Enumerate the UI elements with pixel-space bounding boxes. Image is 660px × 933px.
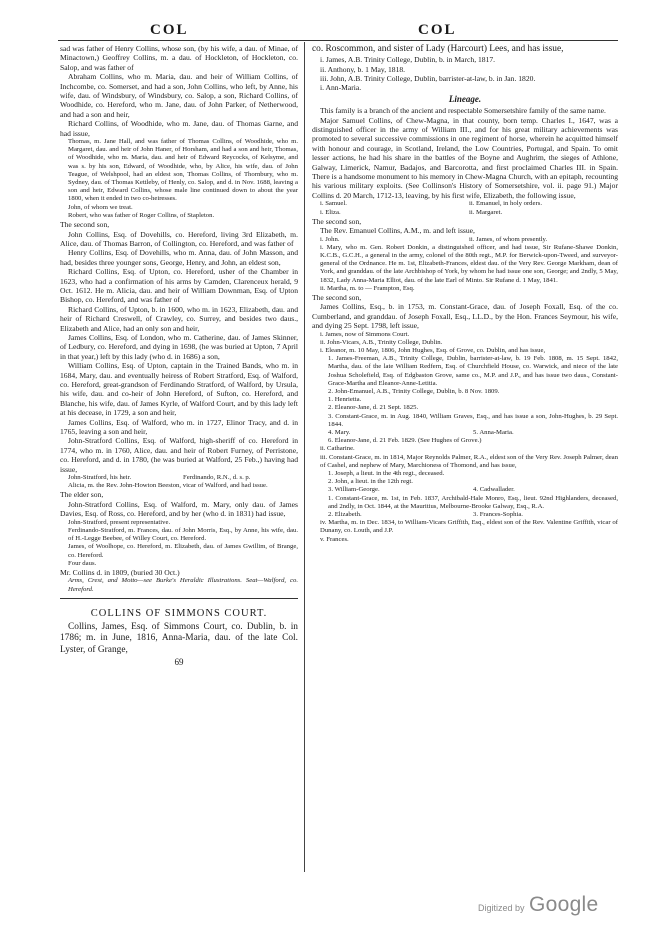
paragraph: The Rev. Emanuel Collins, A.M., m. and left issue, (320, 226, 475, 236)
paragraph: William Collins, Esq. of Upton, captain in the Trained Bands, who m. in 1684, Mary, dau. and eventually heiress of Robert Stratford, Esq. of Walford, co. Hereford, great-grandson of Ferdinando Stratford, of Walford, by Ursula, his wife, dau. and co-heir of John Hereford, of Sufton, co. Hereford, and Blanche, his wife, dau. of James Kyrle, of Walford Court, and by this lady left at his decease, in 1729, a son and heir, (60, 361, 298, 418)
issue-entry: i. Eleanor, m. 10 May, 1806, John Hughes, Esq. of Grove, co. Dublin, and has issue, (320, 346, 546, 354)
paragraph: Abraham Collins, who m. Maria, dau. and heir of William Collins, of Inchcombe, co. Somerset, and had a son, John Collins, who left, by Anne, his wife, dau. of Windsbury, of Windsbury, co. Salop, a son, Richard Collins, of Woodhide, co. Hereford, who m. Jane, dau. of John Parker, of Netherwood, and had a son and heir, (60, 72, 298, 119)
paragraph: Henry Collins, Esq. of Dovehills, who m. Anna, dau. of John Masson, and had, besides three younger sons, George, Henry, and John, an eldest son, (60, 248, 298, 267)
issue-pair (60, 474, 298, 482)
paragraph: James Collins, Esq. of London, who m. Catherine, dau. of James Skinner, of Ledbury, co. Hereford, and dying in 1698, (he was buried at Upton, 7 April in that year,) left by this lady (who d. in 1686) a son, (60, 332, 298, 361)
issue-entry: John-Stratford, present representative. (68, 518, 171, 526)
right-column (312, 44, 618, 544)
running-head-right: COL (418, 22, 457, 38)
issue-entry: iv. Martha, m. in Dec. 1834, to William-Vicars Griffith, Esq., eldest son of the Rev. Valentine Griffith, vicar of Dunany, co. Louth, and J.P. (320, 519, 618, 535)
issue-entry: ii. Martha, m. to — Frampton, Esq. (320, 284, 415, 292)
issue-entry: i. John. (320, 235, 340, 243)
paragraph: The second son, (312, 216, 362, 226)
paragraph: Richard Collins, of Woodhide, who m. Jane, dau. of Thomas Garne, and had issue, (60, 119, 298, 138)
issue-entry: 3. Frances-Sophia. (473, 511, 523, 519)
issue-pair (312, 200, 618, 208)
issue-entry: Ferdinando, R.N., d. s. p. (183, 474, 251, 482)
issue-entry: 4. Mary. (328, 429, 351, 436)
issue-entry: 4. Cadwallader. (473, 486, 515, 494)
issue-entry: Alicia, m. the Rev. John-Howton Beeston, vicar of Walford, and had issue. (68, 482, 268, 490)
paragraph: sad was father of Henry Collins, whose son, (by his wife, a dau. of Minae, of Minactown,) Geoffrey Collins, m. a dau. of Hockleton, of Hockleton, co. Salop, and was father of (60, 44, 298, 72)
header-rule (58, 40, 618, 41)
issue-entry: 1. Constant-Grace, m. 1st, in Feb. 1837, Archibald-Hale Monro, Esq., lieut. 92nd Highlanders, deceased, and 2ndly, in Oct. 1844, at the Mauritius, Melbourne-Brooke Galway, Esq., R.A. (328, 494, 618, 510)
issue-entry: 5. Anna-Maria. (473, 429, 514, 436)
issue-entry: John, of whom we treat. (68, 203, 133, 211)
paragraph: The second son, (312, 292, 362, 302)
issue-entry: i. Mary, who m. Gen. Robert Donkin, a distinguished officer, and had issue, Sir Rufane-Shawe Donkin, K.C.B., G.C.H., a general in the army, colonel of the 80th regt., M.P. for Berwick-upon-Tweed, and surveyor-general of the Ordnance. He m. 1st, Elizabeth-Frances, eldest dau. of the Very Rev. George Markham, dean of York, and granddau. of the late Archbishop of York, by whom he had issue one son, George; and 2ndly, 5 May, 1832, Lady Anna-Maria Elliot, dau. of the late Earl of Minto. Sir Rufane d. 1 May, 1841. (320, 243, 618, 284)
paragraph: James Collins, Esq. of Walford, who m. in 1727, Elinor Tracy, and d. in 1765, leaving a son and heir, (60, 417, 298, 437)
issue-entry: Robert, who was father of Roger Collins, of Stapleton. (68, 211, 215, 219)
paragraph: James Collins, Esq., b. in 1753, m. Constant-Grace, dau. of Joseph Foxall, Esq. of the co. Cumberland, and granddau. of Joseph Foxall, Esq., LL.D., by the Hon. Frances Seymour, his wife, and dying 25 Sept. 1798, left issue, (312, 302, 618, 331)
issue-entry: 6. Eleanor-Jane, d. 21 Feb. 1829. (See Hughes of Grove.) (328, 437, 482, 445)
issue-entry: John-Stratford, his heir. (68, 474, 132, 482)
issue-entry: i. James, A.B. Trinity College, Dublin, b. in March, 1817. (320, 55, 496, 65)
issue-entry: 1. Joseph, a lieut. in the 4th regt., deceased. (328, 470, 445, 478)
paragraph: Collins, James, Esq. of Simmons Court, co. Dublin, b. in 1786; m. in June, 1816, Anna-Maria, dau. of the late Col. Lyster, of Grange, (60, 622, 298, 655)
issue-entry: i. Ann-Maria. (320, 83, 362, 93)
left-column (60, 44, 298, 667)
issue-entry: 1. Henrietta. (328, 396, 362, 404)
paragraph: Mr. Collins d. in 1809, (buried 30 Oct.) (60, 567, 180, 577)
issue-pair (312, 429, 618, 437)
paragraph: John-Stratford Collins, Esq. of Walford, high-sheriff of co. Hereford in 1774, who m. in 1760, Alice, dau. and heir of Robert Furney, of Perristone, co. Hereford, and d. in 1780, (he was buried at Walford, 25 Feb.,) having had issue, (60, 436, 298, 474)
issue-entry: Thomas, m. Jane Hall, and was father of Thomas Collins, of Woodhide, who m. Margaret, dau. and heir of John Haner, of Horsham, and had a son and heir, Thomas, of Woodhide, who m. Maria, dau. and heir of Edward Reycocks, of Kelsyme, and was s. by his son, Edward, of Woodhide, who, by Alice, his wife, dau. of John Teague, of Welshpool, had an eldest son, Thomas Collins, of Thornbury, who m. Sydney, dau. of Thomas Kettleby, of Henly, co. Salop, and d. in Nov. 1688, leaving a son and heir, Edward Collins, whose male line continued down to about the year 1800, when it ended in two co-heiresses. (68, 138, 298, 203)
issue-pair (312, 209, 618, 217)
watermark-prefix: Digitized by (478, 903, 525, 913)
column-divider (304, 42, 305, 872)
paragraph: John-Stratford Collins, Esq. of Walford, m. Mary, only dau. of James Davies, Esq. of Ross, co. Hereford, and by her (who d. in 1831) had issue, (60, 499, 298, 519)
paragraph: The elder son, (60, 490, 104, 500)
paragraph: John Collins, Esq. of Dovehills, co. Hereford, living 3rd Elizabeth, m. Alice, dau. of Thomas Barron, of Collington, co. Hereford, and was father of (60, 229, 298, 248)
issue-entry: 1. James-Freeman, A.B., Trinity College, Dublin, barrister-at-law, b. 19 Feb. 1808, m. 15 Sept. 1842, Martha, dau. of the late William Redfern, Esq. of Churchfield House, co. Warwick, and niece of the late Joshua Scholefield, Esq. of Edgbaston Grove, same co., M.P. and J.P., and has issue two daus., Constant-Grace-Martha and Eleanor-Anne-Letitia. (328, 355, 618, 387)
paragraph: The second son, (60, 220, 110, 230)
running-head-left: COL (150, 22, 189, 38)
issue-entry: 2. Eleanor-Jane, d. 21 Sept. 1825. (328, 404, 419, 412)
issue-entry: i. Samuel. (320, 200, 347, 208)
issue-pair (312, 511, 618, 519)
issue-entry: ii. Emanuel, in holy orders. (469, 200, 542, 208)
google-logo: Google (528, 893, 599, 916)
paragraph: Major Samuel Collins, of Chew-Magna, in that county, born temp. Charles I., 1647, was a distinguished officer in the army of William III., and for his great military achievements was promoted to several successive commissions in one regiment of horse, wherein he acquitted himself with honour and courage, in Scotland, Ireland, the Low Countries, Portugal, and Spain. To omit lesser actions, he had his share in the battles of the Boyne and Aughrim, the sieges of Athlone, Galway, Limerick, Namur, Badajos, and Barcorotta, and first proclaimed Charles III. in Spain. There is a handsome monument to his memory in Chew-Magna Church, with an epitaph, recounting his various military exploits. (See Collinson's History of Somersetshire, vol. ii. page 91.) Major Collins d. 20 March, 1712-13, leaving, by his first wife, Elizabeth, the following issue, (312, 115, 618, 200)
issue-entry: iii. John, A.B. Trinity College, Dublin, barrister-at-law, b. in Jan. 1820. (320, 74, 536, 84)
issue-entry: iii. Constant-Grace, m. in 1814, Major Reynolds Palmer, R.A., eldest son of the Very Rev. Joseph Palmer, dean of Cashel, and nephew of Mary, Marchioness of Thomond, and has issue, (320, 453, 618, 469)
arms-note: Arms, Crest, and Motto—see Burke's Heraldic Illustrations. Seat—Walford, co. Hereford. (68, 577, 298, 593)
issue-entry: i. Eliza. (320, 208, 341, 216)
issue-entry: ii. Catharine. (320, 445, 355, 453)
issue-entry: 2. John-Emanuel, A.B., Trinity College, Dublin, b. 8 Nov. 1809. (328, 387, 500, 395)
paragraph: Richard Collins, Esq. of Upton, co. Hereford, usher of the Chamber in 1623, who had a confirmation of his arms by Camden, Clarenceux herald, 9 Oct. 1612. He m. Alicia, dau. and heir of William Downman, Esq. of Upton Bishop, co. Hereford, and was father of (60, 267, 298, 305)
issue-pair (312, 236, 618, 244)
issue-pair (312, 486, 618, 494)
issue-entry: Ferdinando-Stratford, m. Frances, dau. of John Morris, Esq., by Anne, his wife, dau. of H.-Legge Beebee, of Willey Court, co. Hereford. (68, 526, 298, 543)
google-watermark (478, 893, 599, 917)
issue-entry: James, of Woolhope, co. Hereford, m. Elizabeth, dau. of James Gwillim, of Brange, co. Hereford. (68, 543, 298, 559)
lineage-heading: Lineage. (448, 93, 482, 104)
paragraph: co. Roscommon, and sister of Lady (Harcourt) Lees, and has issue, (312, 44, 564, 54)
issue-entry: ii. Margaret. (469, 208, 503, 216)
paragraph: This family is a branch of the ancient and respectable Somersetshire family of the same name. (320, 106, 606, 116)
issue-entry: Four daus. (68, 559, 97, 567)
page-number: 69 (174, 656, 184, 667)
issue-entry: i. James, now of Simmons Court. (320, 330, 410, 338)
issue-entry: 3. William-George. (328, 486, 380, 494)
issue-entry: ii. James, of whom presently. (469, 235, 548, 243)
section-title: COLLINS OF SIMMONS COURT. (90, 607, 268, 619)
issue-entry: 2. John, a lieut. in the 12th regt. (328, 478, 413, 486)
issue-entry: 3. Constant-Grace, m. in Aug. 1840, William Graves, Esq., and has issue a son, John-Hughes, b. 29 Sept. 1844. (328, 412, 618, 428)
issue-entry: 2. Elizabeth. (328, 511, 362, 519)
paragraph: Richard Collins, of Upton, b. in 1600, who m. in 1623, Elizabeth, dau. and heir of Richard Creswell, of Crawley, co. Surrey, and besides two daus., Elizabeth and Alice, had an only son and heir, (60, 304, 298, 333)
issue-entry: ii. Anthony, b. 1 May, 1818. (320, 64, 406, 74)
issue-entry: ii. John-Vicars, A.B., Trinity College, Dublin. (320, 338, 443, 346)
issue-entry: v. Frances. (320, 535, 349, 543)
